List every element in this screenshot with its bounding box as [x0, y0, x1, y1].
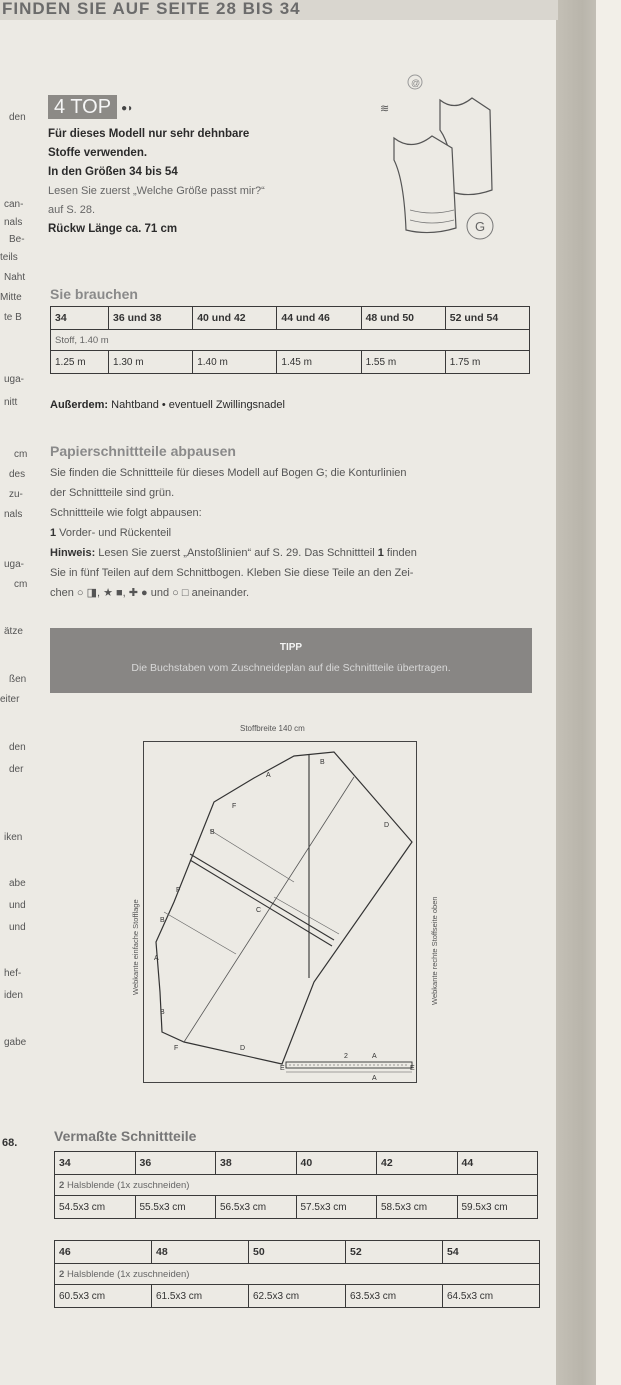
size-header: 46 — [55, 1241, 152, 1264]
size-header: 44 und 46 — [277, 307, 361, 330]
fabric-label: Stoff, 1.40 m — [51, 330, 530, 351]
layout-letter: E — [280, 1065, 285, 1072]
dimension-value: 64.5x3 cm — [443, 1285, 540, 1308]
size-header: 36 und 38 — [109, 307, 193, 330]
size-header: 44 — [457, 1152, 538, 1175]
layout-letter: F — [176, 887, 181, 894]
left-fragment: nals — [4, 509, 23, 520]
cutting-layout — [143, 741, 417, 1083]
garment-sketch — [380, 70, 510, 250]
page-header: FINDEN SIE AUF SEITE 28 BIS 34 — [0, 0, 558, 20]
front-view-outline — [394, 136, 456, 233]
dimension-value: 58.5x3 cm — [377, 1196, 458, 1219]
piece-number: 1 — [50, 527, 57, 539]
instruction-line — [50, 583, 540, 603]
layout-letter: B — [160, 1009, 165, 1016]
left-fragment: und — [9, 922, 26, 933]
difficulty-dots-icon: ●◗ — [121, 103, 134, 115]
size-header: 42 — [377, 1152, 458, 1175]
size-header: 36 — [135, 1152, 216, 1175]
model-line: Lesen Sie zuerst „Welche Größe passt mir?“ — [48, 185, 265, 197]
tip-text: Die Buchstaben vom Zuschneideplan auf die Schnittteile übertragen. — [131, 662, 451, 674]
left-fragment: iden — [4, 990, 23, 1001]
fabric-amount: 1.55 m — [361, 351, 445, 374]
model-line: Rückw Länge ca. 71 cm — [48, 223, 178, 235]
dimension-value: 54.5x3 cm — [55, 1196, 136, 1219]
size-header: 48 — [152, 1241, 249, 1264]
left-fragment: cm — [14, 579, 28, 590]
cutting-layout-drawing — [144, 742, 416, 1082]
piece-number: 2 — [59, 1268, 65, 1280]
materials-heading: Sie brauchen — [50, 286, 138, 302]
size-header: 48 und 50 — [361, 307, 445, 330]
dimension-value: 55.5x3 cm — [135, 1196, 216, 1219]
layout-letter: D — [240, 1045, 246, 1052]
fabric-amount: 1.45 m — [277, 351, 361, 374]
dimension-value: 61.5x3 cm — [152, 1285, 249, 1308]
model-title: 4 TOP — [48, 95, 117, 119]
fabric-amount: 1.30 m — [109, 351, 193, 374]
left-fragment: Mitte — [0, 292, 22, 303]
dimension-value: 60.5x3 cm — [55, 1285, 152, 1308]
left-fragment: und — [9, 900, 26, 911]
layout-letter: C — [256, 907, 262, 914]
dimension-value: 56.5x3 cm — [216, 1196, 297, 1219]
dimensions-table-2 — [54, 1240, 540, 1308]
size-header: 40 und 42 — [193, 307, 277, 330]
left-fragment: zu- — [9, 489, 23, 500]
instruction-text: Vorder- und Rückenteil — [56, 527, 172, 539]
instruction-text: Sie finden die Schnittteile für dieses Modell auf Bogen G; die Konturlinien — [50, 467, 407, 479]
fabric-amount: 1.25 m — [51, 351, 109, 374]
layout-letter: F — [174, 1045, 179, 1052]
wave-icon: ≋ — [380, 103, 390, 115]
pattern-instructions — [50, 463, 540, 603]
instruction-text: Lesen Sie zuerst „Anstoßlinien“ auf S. 29. Das Schnittteil — [95, 547, 378, 559]
size-header: 34 — [55, 1152, 136, 1175]
instruction-text: chen ○ ◨, ★ ■, ✚ ● und ○ □ aneinander. — [50, 587, 250, 599]
dimension-value: 63.5x3 cm — [346, 1285, 443, 1308]
left-fragment: ätze — [4, 626, 23, 637]
instruction-line — [50, 543, 540, 563]
layout-letter: A — [372, 1075, 377, 1082]
layout-letter: B — [320, 759, 325, 766]
left-fragment: gabe — [4, 1037, 27, 1048]
model-line: Für dieses Modell nur sehr dehnbare — [48, 128, 250, 140]
left-fragment: Be- — [9, 234, 25, 245]
instruction-text: Sie in fünf Teilen auf dem Schnittbogen. Kleben Sie diese Teile an den Zei- — [50, 567, 414, 579]
layout-letter: A — [154, 955, 159, 962]
layout-letter: F — [232, 803, 237, 810]
instruction-line — [50, 563, 540, 583]
left-fragment: ßen — [9, 674, 27, 685]
piece-number: 1 — [377, 547, 384, 559]
pattern-heading: Papierschnittteile abpausen — [50, 443, 236, 459]
dimension-piece-label — [55, 1175, 538, 1196]
left-fragment: Naht — [4, 272, 26, 283]
piece-outline — [156, 752, 412, 1064]
tip-box — [50, 628, 532, 693]
instruction-line — [50, 463, 540, 483]
left-fragment: nals — [4, 217, 23, 228]
layout-letter: E — [410, 1065, 415, 1072]
dimension-value: 57.5x3 cm — [296, 1196, 377, 1219]
layout-letter: B — [210, 829, 215, 836]
pattern-sheet-edge — [596, 0, 621, 1385]
size-header: 52 und 54 — [445, 307, 529, 330]
model-line: In den Größen 34 bis 54 — [48, 166, 178, 178]
left-fragment: den — [9, 742, 26, 753]
layout-letter: A — [372, 1053, 377, 1060]
extras-label: Außerdem: — [50, 399, 109, 411]
left-fragment: abe — [9, 878, 26, 889]
piece-label: Halsblende (1x zuschneiden) — [66, 1179, 190, 1191]
instruction-text: der Schnittteile sind grün. — [50, 487, 175, 499]
left-fragment: des — [9, 469, 26, 480]
left-fragment: der — [9, 764, 24, 775]
materials-table — [50, 306, 530, 374]
layout-letter: B — [160, 917, 165, 924]
size-header: 54 — [443, 1241, 540, 1264]
size-header: 40 — [296, 1152, 377, 1175]
extras-text: Nahtband • eventuell Zwillingsnadel — [111, 399, 285, 411]
dimension-value: 62.5x3 cm — [249, 1285, 346, 1308]
size-header: 50 — [249, 1241, 346, 1264]
left-fragment: nitt — [4, 397, 18, 408]
sheet-badge-letter: G — [475, 219, 486, 234]
layout-letter: 2 — [344, 1053, 348, 1060]
instruction-line — [50, 503, 540, 523]
size-header: 52 — [346, 1241, 443, 1264]
fabric-width-label: Stoffbreite 140 cm — [240, 724, 305, 733]
model-line: Stoffe verwenden. — [48, 147, 148, 159]
dimensions-heading: Vermaßte Schnittteile — [54, 1128, 197, 1144]
model-line: auf S. 28. — [48, 204, 96, 216]
tip-title: TIPP — [279, 642, 303, 653]
dimension-piece-label — [55, 1264, 540, 1285]
layout-letter: D — [384, 822, 390, 829]
instruction-text: Schnittteile wie folgt abpausen: — [50, 507, 202, 519]
left-fragment: iken — [4, 832, 23, 843]
fabric-amount: 1.40 m — [193, 351, 277, 374]
left-fragment: uga- — [4, 374, 25, 385]
left-fragment: uga- — [4, 559, 25, 570]
left-fragment: te B — [4, 312, 22, 323]
size-header: 34 — [51, 307, 109, 330]
fabric-amount: 1.75 m — [445, 351, 529, 374]
left-fragment: den — [9, 112, 26, 123]
layout-letter: A — [266, 772, 271, 779]
instruction-line — [50, 523, 540, 543]
size-header: 38 — [216, 1152, 297, 1175]
left-fragment: hef- — [4, 968, 22, 979]
svg-text:@: @ — [411, 78, 421, 88]
instruction-text: finden — [383, 547, 417, 559]
left-fragment: can- — [4, 199, 24, 210]
left-fragment: eiter — [0, 694, 20, 705]
right-selvage-label: Webkante rechte Stoffseite oben — [430, 896, 439, 1005]
piece-label: Halsblende (1x zuschneiden) — [66, 1268, 190, 1280]
left-selvage-label: Webkante einfache Stofflage — [131, 899, 140, 995]
figure-number: 68. — [2, 1137, 18, 1149]
left-fragment: teils — [0, 252, 18, 263]
piece-number: 2 — [59, 1179, 65, 1191]
extras-line — [50, 399, 285, 411]
dimensions-table-1 — [54, 1151, 538, 1219]
adjacent-page-edge — [556, 0, 621, 1385]
dimension-value: 59.5x3 cm — [457, 1196, 538, 1219]
left-fragment: cm — [14, 449, 28, 460]
instruction-line — [50, 483, 540, 503]
note-label: Hinweis: — [50, 547, 96, 559]
